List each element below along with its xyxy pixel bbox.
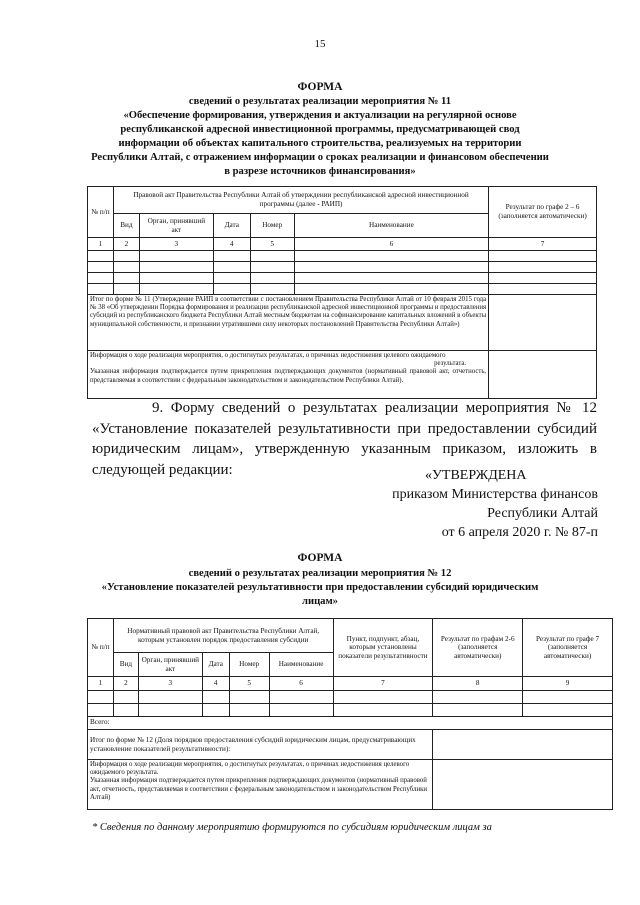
form11-subtitle-2: «Обеспечение формирования, утверждения и актуализации на регулярной основе — [123, 110, 517, 121]
form11-subtitle-6: в разрезе источников финансирования» — [224, 166, 416, 177]
f12-info — [88, 760, 433, 810]
page-number: 15 — [314, 38, 326, 50]
form12-subtitle-3: лицам» — [302, 596, 338, 607]
f12-itog: Итог по форме № 12 (Доля порядков предоставления субсидий юридическим лицам, предусматривающих установление показателей результативности): — [88, 730, 433, 760]
form12-subtitle-1: сведений о результатах реализации мероприятия № 12 — [188, 568, 452, 579]
f12-num-3: 3 — [138, 677, 202, 691]
paragraph-9: 9. Форму сведений о результатах реализации мероприятия № 12 «Установление показателей результативности при предоставлении субсидий юридическим лицам», утвержденную указанным приказом, изложить в следующей редакции: — [92, 400, 597, 478]
f12-col-point: Пункт, подпункт, абзац, которым установлены показатели результативности — [333, 619, 433, 677]
approval-block — [330, 466, 598, 542]
form11-subtitle-5: Республики Алтай, с отражением информации о сроках реализации и финансовом обеспечении — [91, 152, 549, 163]
form12-heading — [40, 551, 600, 609]
form12-title: ФОРМА — [297, 552, 343, 564]
f11-sub-type: Вид — [113, 214, 139, 238]
f12-num-5: 5 — [229, 677, 269, 691]
table-row — [88, 273, 597, 284]
form11-table — [87, 186, 597, 399]
table-row — [88, 704, 613, 717]
f11-sub-number: Номер — [250, 214, 294, 238]
form11-subtitle-1: сведений о результатах реализации мероприятия № 11 — [188, 96, 452, 107]
f12-total-label: Всего: — [88, 717, 613, 730]
form12-subtitle-2: «Установление показателей результативности при предоставлении субсидий юридическим — [101, 582, 539, 593]
form11-subtitle-3: республиканской адресной инвестиционной программы, предусматривающей свод — [120, 124, 520, 135]
f12-sub-number: Номер — [229, 653, 269, 677]
f11-num-5: 5 — [250, 238, 294, 251]
f11-num-2: 2 — [113, 238, 139, 251]
f11-col-act: Правовой акт Правительства Республики Алтай об утверждении республиканской адресной инвестиционной программы (далее - РАИП) — [113, 187, 488, 214]
f11-num-7: 7 — [489, 238, 597, 251]
approval-line1: «УТВЕРЖДЕНА — [425, 468, 527, 483]
f12-col-num: № п/п — [88, 619, 114, 677]
approval-line4: от 6 апреля 2020 г. № 87-п — [441, 525, 598, 540]
form11-subtitle-4: информации об объектах капитального строительства, реализуемых на территории — [118, 138, 522, 149]
f11-sub-name: Наименование — [294, 214, 489, 238]
f11-total: Итог по форме № 11 (Утверждение РАИП в соответствии с постановлением Правительства Республики Алтай от 10 февраля 2015 года № 38 «Об утверждении Порядка формирования и реализации республиканской адресной инвестиционной программы и предоставления субсидий из республиканского бюджета Республики Алтай местным бюджетам на софинансирование капитальных вложений в объекты муниципальной собственности, и признании утратившими силу некоторых постановлений Правительства Республики Алтай») — [88, 295, 489, 351]
f12-info-text2: Указанная информация подтверждается путем прикрепления подтверждающих документов (нормативный правовой акт, отчетность, представляемая в соответствии с федеральным законодательством и законодательством Республики Алтай) — [90, 777, 428, 801]
f12-num-9: 9 — [523, 677, 613, 691]
form12-table — [87, 618, 613, 810]
f11-info-line1: Информация о ходе реализации мероприятия, о достигнутых результатах, о причинах недостижения целевого ожидаемого — [90, 352, 446, 359]
f12-num-6: 6 — [269, 677, 333, 691]
table-row — [88, 691, 613, 704]
f11-num-1: 1 — [88, 238, 114, 251]
f11-col-num: № п/п — [88, 187, 114, 238]
form11-heading — [40, 80, 600, 179]
f12-num-2: 2 — [113, 677, 138, 691]
f12-num-8: 8 — [433, 677, 523, 691]
f12-sub-body: Орган, принявший акт — [138, 653, 202, 677]
f11-num-6: 6 — [294, 238, 489, 251]
f11-info-line2: Указанная информация подтверждается путем прикрепления подтверждающих документов (нормативный правовой акт, отчетность, представляемая в соответствии с федеральным законодательством и законодательством Республики Алтай). — [90, 368, 487, 384]
f12-col-result8: Результат по графам 2-6 (заполняется автоматически) — [433, 619, 523, 677]
f11-num-3: 3 — [139, 238, 213, 251]
table-row — [88, 251, 597, 262]
f12-num-1: 1 — [88, 677, 114, 691]
table-row — [88, 262, 597, 273]
form11-title: ФОРМА — [297, 81, 343, 93]
f12-num-7: 7 — [333, 677, 433, 691]
f11-info-line1-tail: результата. — [434, 360, 467, 368]
f12-sub-type: Вид — [113, 653, 138, 677]
approval-line3: Республики Алтай — [487, 506, 598, 521]
table-row — [88, 284, 597, 295]
f12-info-text1: Информация о ходе реализации мероприятия, о достигнутых результатах, о причинах недостижения целевого ожидаемого результата. — [90, 761, 410, 777]
f11-info — [88, 351, 489, 399]
footnote: * Сведения по данному мероприятию формируются по субсидиям юридическим лицам за — [92, 822, 492, 833]
f12-col-act: Нормативный правовой акт Правительства Республики Алтай, которым установлен порядок предоставления субсидии — [113, 619, 333, 653]
f12-sub-name: Наименование — [269, 653, 333, 677]
f11-col-result: Результат по графе 2 – 6 (заполняется автоматически) — [489, 187, 597, 238]
approval-line2: приказом Министерства финансов — [392, 487, 598, 502]
f12-num-4: 4 — [202, 677, 229, 691]
f11-num-4: 4 — [213, 238, 250, 251]
f11-sub-date: Дата — [213, 214, 250, 238]
f12-col-result9: Результат по графе 7 (заполняется автоматически) — [523, 619, 613, 677]
f11-sub-body: Орган, принявший акт — [139, 214, 213, 238]
f12-sub-date: Дата — [202, 653, 229, 677]
